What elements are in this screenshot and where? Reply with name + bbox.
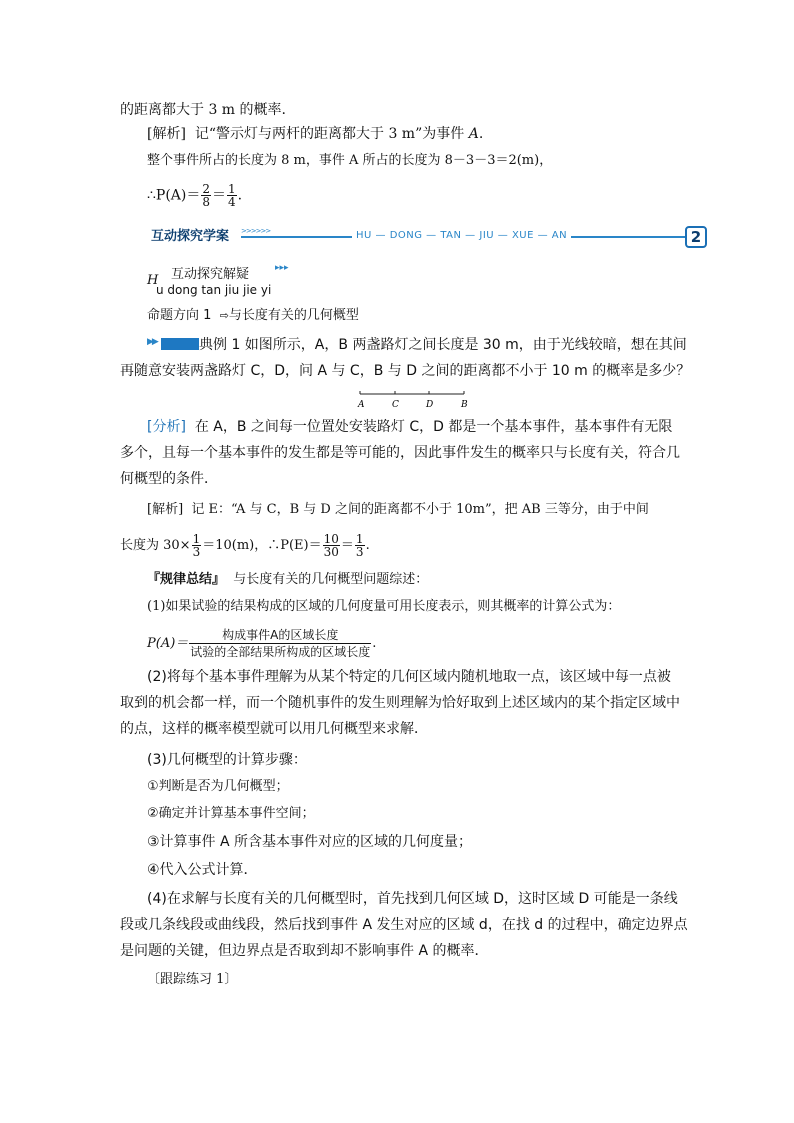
fraction	[227, 183, 237, 208]
solution-line	[147, 500, 649, 520]
segment-diagram	[352, 386, 472, 412]
step-item: ③计算事件 A 所含基本事件对应的区域的几何度量；	[147, 834, 473, 850]
point-label-b: B	[461, 400, 468, 410]
solution-tag: [解析]	[147, 502, 184, 517]
direction-label: 命题方向 1	[147, 308, 212, 323]
followup-label: 〔跟踪练习 1〕	[147, 972, 238, 987]
denominator: 3	[192, 545, 201, 559]
summary-paragraph: (2)将每个基本事件理解为从某个特定的几何区域内随机地取一点，该区域中每一点被	[147, 669, 671, 685]
summary-paragraph: (3)几何概型的计算步骤：	[147, 752, 307, 768]
numerator: 1	[192, 532, 201, 546]
fraction	[192, 533, 202, 558]
denominator: 3	[355, 545, 364, 559]
solution-formula	[120, 533, 370, 558]
direction-heading	[147, 306, 359, 326]
numerator: 2	[202, 182, 211, 196]
probability-formula	[147, 183, 242, 208]
fraction	[323, 533, 340, 558]
formula-lhs: P(A)＝	[147, 636, 189, 651]
equals: ＝	[340, 538, 354, 553]
formula-text: 长度为 30×	[120, 538, 191, 553]
example-line: 再随意安装两盏路灯 C，D，问 A 与 C，B 与 D 之间的距离都不小于 10 m 的概率是多少？	[120, 363, 691, 379]
subheading	[147, 263, 297, 303]
text-line: 整个事件所占的长度为 8 m，事件 A 所占的长度为 8－3－3＝2(m)，	[147, 153, 553, 168]
numerator: 构成事件A的区域长度	[189, 627, 371, 644]
point-label-d: D	[426, 400, 434, 410]
summary-paragraph: 取到的机会都一样，而一个随机事件的发生则理解为恰好取到上述区域内的某个指定区域中	[120, 695, 680, 711]
section-number: 2	[685, 226, 707, 248]
period: .	[365, 538, 370, 553]
text-line: 的距离都大于 3 m 的概率.	[120, 102, 286, 118]
point-label-a: A	[358, 400, 365, 410]
point-label-c: C	[392, 400, 399, 410]
subheading-pinyin: u dong tan jiu jie yi	[156, 283, 272, 297]
step-item: ④代入公式计算．	[147, 862, 258, 878]
period: .	[237, 187, 243, 204]
numerator: 10	[323, 532, 339, 546]
event-var: A	[468, 126, 479, 142]
example-line: 典例 1 如图所示，A，B 两盏路灯之间长度是 30 m，由于光线较暗，想在其间	[199, 337, 687, 353]
summary-paragraph: (4)在求解与长度有关的几何概型时，首先找到几何区域 D，这时区域 D 可能是一条线	[147, 891, 678, 907]
step-item: ②确定并计算基本事件空间；	[147, 806, 315, 821]
summary-heading	[147, 570, 428, 590]
example-bar	[161, 338, 199, 350]
analysis-line	[147, 417, 672, 437]
fraction	[201, 183, 211, 208]
formula-prefix: ∴P(A)＝	[147, 187, 201, 204]
denominator: 4	[228, 195, 236, 209]
period: .	[478, 126, 484, 142]
denominator: 30	[323, 545, 339, 559]
fraction	[189, 627, 371, 660]
triangle-dots-icon: ▸▸▸	[275, 263, 289, 273]
analysis-tag: [分析]	[147, 419, 186, 435]
step-item: ①判断是否为几何概型；	[147, 779, 289, 794]
formula-text: ＝10(m)，∴P(E)＝	[202, 538, 322, 553]
denominator: 8	[202, 195, 211, 209]
summary-paragraph: 是问题的关键，但边界点是否取到却不影响事件 A 的概率．	[120, 943, 489, 959]
banner-title: 互动探究学案	[151, 229, 230, 244]
numerator: 1	[355, 532, 364, 546]
summary-paragraph: (1)如果试验的结果构成的区域的几何度量可用长度表示，则其概率的计算公式为：	[147, 599, 621, 614]
solution-text: 记 E：“A 与 C，B 与 D 之间的距离都不小于 10m”，把 AB 三等分，由于中间	[191, 502, 649, 517]
period: .	[372, 636, 377, 651]
equals: ＝	[212, 187, 227, 204]
denominator: 试验的全部结果所构成的区域长度	[190, 645, 371, 659]
analysis-line: 何概型的条件．	[120, 471, 218, 487]
fraction	[355, 533, 365, 558]
analysis-line: 多个，且每一个基本事件的发生都是等可能的，因此事件发生的概率只与长度有关，符合几	[120, 445, 680, 461]
solution-tag: [解析]	[147, 126, 186, 142]
subheading-cap: H	[147, 273, 159, 288]
numerator: 1	[228, 182, 236, 196]
solution-text: 记“警示灯与两杆的距离都大于 3 m”为事件	[194, 126, 469, 142]
summary-paragraph: 的点，这样的概率模型就可以用几何概型来求解．	[120, 721, 428, 737]
double-arrow-icon: ▶▶	[147, 337, 157, 347]
summary-paragraph: 段或几条线段或曲线段，然后找到事件 A 发生对应的区域 d，在找 d 的过程中，确定边界点	[120, 917, 688, 933]
length-formula	[147, 627, 376, 660]
banner-pinyin: HU — DONG — TAN — JIU — XUE — AN	[352, 230, 571, 241]
arrow-icon: ⇨	[219, 309, 229, 322]
direction-text: 与长度有关的几何概型	[228, 308, 359, 323]
solution-line	[147, 124, 483, 144]
section-banner	[147, 226, 707, 248]
subheading-title: 互动探究解疑	[171, 267, 250, 282]
analysis-text: 在 A，B 之间每一位置处安装路灯 C，D 都是一个基本事件，基本事件有无限	[194, 419, 673, 435]
summary-tag: 『规律总结』	[147, 572, 226, 587]
banner-arrows-icon: >>>>>>	[241, 227, 271, 235]
summary-heading-text: 与长度有关的几何概型问题综述：	[233, 572, 429, 587]
